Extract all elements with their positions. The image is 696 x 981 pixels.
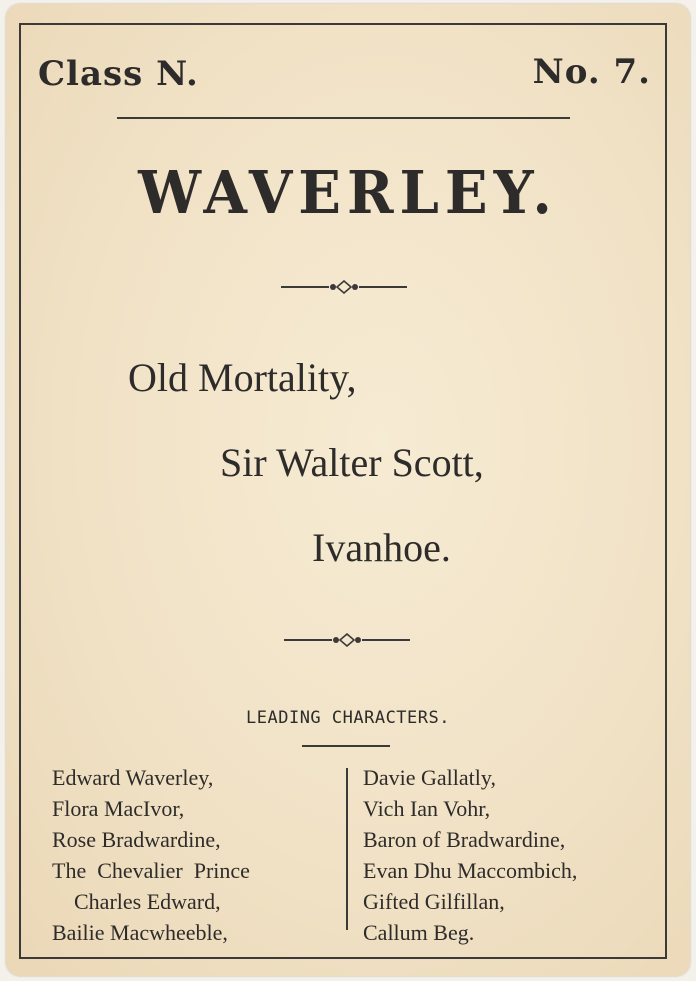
character-name: Baron of Bradwardine, [363,827,566,852]
class-label: Class N. [38,54,199,94]
character-name: Evan Dhu Maccombich, [363,858,578,883]
character-name: Edward Waverley, [52,765,214,790]
card-number: No. 7. [532,52,651,92]
character-name: Davie Gallatly, [363,765,496,790]
characters-heading: LEADING CHARACTERS. [246,708,450,728]
character-name: Bailie Macwheeble, [52,920,228,945]
question-line-3: Ivanhoe. [312,525,451,570]
card-title: WAVERLEY. [138,158,558,228]
characters-heading-rule [302,745,390,747]
ornament-divider-icon [281,280,407,294]
question-line-2: Sir Walter Scott, [220,440,484,485]
character-name: Callum Beg. [363,920,475,945]
character-name: Vich Ian Vohr, [363,796,491,821]
header-rule [117,117,570,119]
character-name: The Chevalier Prince [52,858,250,883]
character-name: Gifted Gilfillan, [363,889,505,914]
characters-right-column [363,762,577,948]
character-name: Charles Edward, [74,889,221,914]
ornament-divider-icon [284,633,410,647]
column-divider [346,768,348,930]
question-line-1: Old Mortality, [128,355,357,400]
characters-left-column [52,762,250,948]
character-name: Flora MacIvor, [52,796,185,821]
character-name: Rose Bradwardine, [52,827,221,852]
